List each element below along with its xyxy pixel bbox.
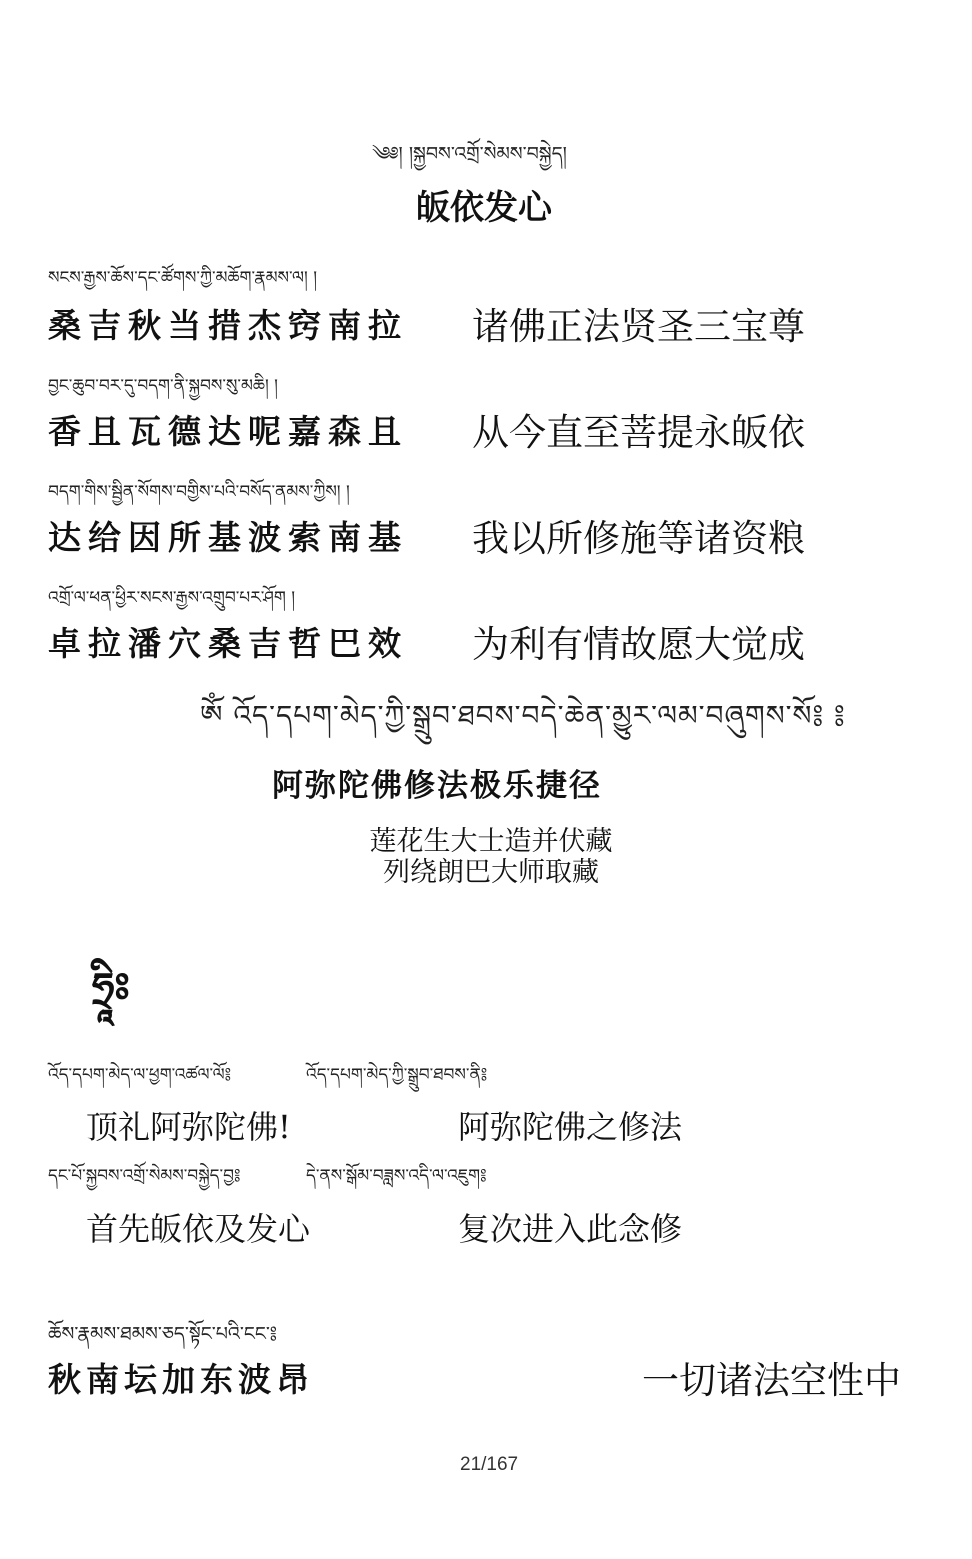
verse-2-tibetan: བྱང་ཆུབ་བར་དུ་བདག་ནི་སྐྱབས་སུ་མཆི། ། bbox=[48, 376, 278, 396]
stanza-2-chinese-right: 复次进入此念修 bbox=[458, 1210, 683, 1248]
final-verse-phonetic: 秋南坛加东波昂 bbox=[48, 1360, 314, 1399]
verse-3-phonetic: 达给因所基波索南基 bbox=[48, 518, 408, 557]
stanza-2-tibetan-left: དང་པོ་སྐྱབས་འགྲོ་སེམས་བསྐྱེད་བྱ༔ bbox=[48, 1166, 241, 1186]
verse-1-tibetan: སངས་རྒྱས་ཆོས་དང་ཚོགས་ཀྱི་མཆོག་རྣམས་ལ། ། bbox=[48, 268, 318, 288]
author-byline bbox=[286, 826, 696, 888]
refuge-title: 皈依发心 bbox=[416, 188, 552, 228]
stanza-2-tibetan-right: དེ་ནས་སྒོམ་བཟླས་འདི་ལ་འཇུག༔ bbox=[306, 1166, 487, 1186]
author-line-2: 列绕朗巴大师取藏 bbox=[383, 857, 599, 888]
practice-title: 阿弥陀佛修法极乐捷径 bbox=[272, 768, 602, 804]
verse-4-translation: 为利有情故愿大觉成 bbox=[472, 623, 805, 666]
stanza-2-chinese-left: 首先皈依及发心 bbox=[86, 1210, 311, 1248]
verse-1-translation: 诸佛正法贤圣三宝尊 bbox=[472, 305, 805, 348]
stanza-1-chinese-right: 阿弥陀佛之修法 bbox=[458, 1108, 683, 1146]
stanza-1-tibetan-right: འོད་དཔག་མེད་ཀྱི་སྒྲུབ་ཐབས་ནི༔ bbox=[306, 1065, 488, 1085]
stanza-1-chinese-left: 顶礼阿弥陀佛! bbox=[86, 1108, 291, 1146]
final-verse-translation: 一切诸法空性中 bbox=[642, 1359, 901, 1402]
author-line-1: 莲花生大士造并伏藏 bbox=[369, 826, 613, 857]
verse-2-translation: 从今直至菩提永皈依 bbox=[472, 411, 805, 454]
verse-3-translation: 我以所修施等诸资粮 bbox=[472, 517, 805, 560]
refuge-tibetan-title: ༄༅། །སྐྱབས་འགྲོ་སེམས་བསྐྱེད། bbox=[372, 143, 567, 165]
verse-3-tibetan: བདག་གིས་སྦྱིན་སོགས་བགྱིས་པའི་བསོད་ནམས་ཀྱིས། ། bbox=[48, 482, 350, 502]
verse-4-tibetan: འགྲོ་ལ་ཕན་ཕྱིར་སངས་རྒྱས་འགྲུབ་པར་ཤོག ། bbox=[48, 588, 296, 608]
final-verse-tibetan: ཆོས་རྣམས་ཐམས་ཅད་སྟོང་པའི་ངང་༔ bbox=[48, 1323, 278, 1345]
page-number: 21/167 bbox=[460, 1454, 519, 1475]
verse-1-phonetic: 桑吉秋当措杰窍南拉 bbox=[48, 306, 408, 345]
stanza-1-tibetan-left: འོད་དཔག་མེད་ལ་ཕྱག་འཚལ་ལོ༔ bbox=[48, 1065, 232, 1085]
seed-syllable: ཧྲཱིཿ bbox=[92, 965, 131, 1011]
verse-4-phonetic: 卓拉潘穴桑吉哲巴效 bbox=[48, 624, 408, 663]
practice-tibetan-title: ཨོཾ འོད་དཔག་མེད་ཀྱི་སྒྲུབ་ཐབས་བདེ་ཆེན་མྱུར་ལམ་བཞུགས་སོ༔ ༔ bbox=[200, 699, 846, 732]
verse-2-phonetic: 香且瓦德达呢嘉森且 bbox=[48, 412, 408, 451]
